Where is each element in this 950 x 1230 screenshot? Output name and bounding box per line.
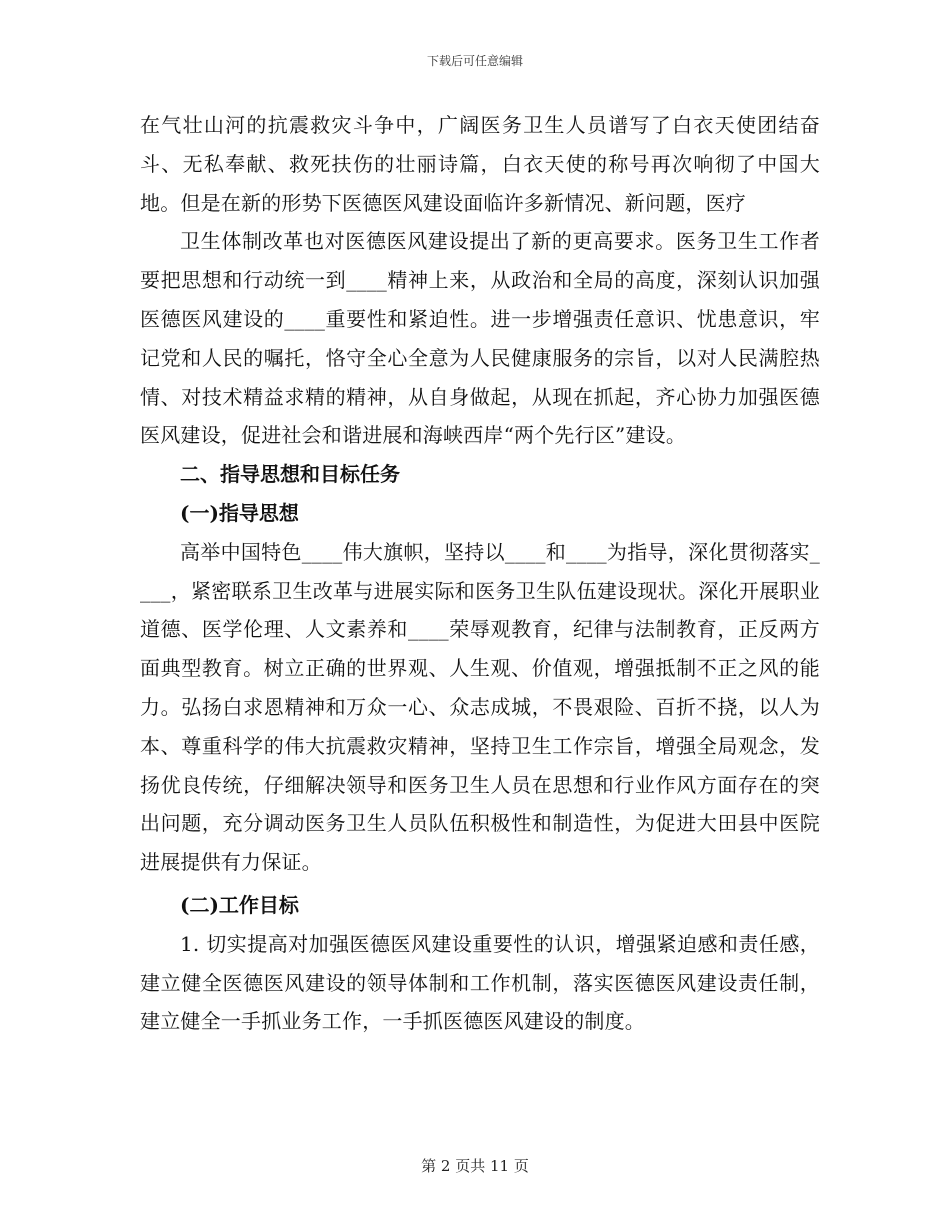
- section-heading-guiding-and-goals: 二、指导思想和目标任务: [180, 462, 400, 487]
- subheading-guiding-thought: (一)指导思想: [180, 500, 299, 525]
- document-body: [140, 106, 820, 1041]
- page-number-footer: 第 2 页共 11 页: [421, 1157, 529, 1175]
- subheading-work-goals: (二)工作目标: [180, 892, 299, 917]
- paragraph-guiding-thought: 高举中国特色____伟大旗帜，坚持以____和____为指导，深化贯彻落实____，紧密联系卫生改革与进展实际和医务卫生队伍建设现状。深化开展职业道德、医学伦理、人文素养和____荣辱观教育，纪律与法制教育，正反两方面典型教育。树立正确的世界观、人生观、价值观，增强抵制不正之风的能力。弘扬白求恩精神和万众一心、众志成城，不畏艰险、百折不挠，以人为本、尊重科学的伟大抗震救灾精神，坚持卫生工作宗旨，增强全局观念，发扬优良传统，仔细解决领导和医务卫生人员在思想和行业作风方面存在的突出问题，充分调动医务卫生人员队伍积极性和制造性，为促进大田县中医院进展提供有力保证。: [140, 539, 820, 875]
- page-header-note: 下载后可任意编辑: [426, 54, 523, 68]
- paragraph-reform: 卫生体制改革也对医德医风建设提出了新的更高要求。医务卫生工作者要把思想和行动统一到____精神上来，从政治和全局的高度，深刻认识加强医德医风建设的____重要性和紧迫性。进一步增强责任意识、忧患意识，牢记党和人民的嘱托，恪守全心全意为人民健康服务的宗旨，以对人民满腔热情、对技术精益求精的精神，从自身做起，从现在抓起，齐心协力加强医德医风建设，促进社会和谐进展和海峡西岸“两个先行区”建设。: [140, 229, 820, 448]
- paragraph-goal-1: 1. 切实提高对加强医德医风建设重要性的认识，增强紧迫感和责任感，建立健全医德医风建设的领导体制和工作机制，落实医德医风建设责任制，建立健全一手抓业务工作，一手抓医德医风建设的制度。: [140, 931, 820, 1034]
- paragraph-intro: 在气壮山河的抗震救灾斗争中，广阔医务卫生人员谱写了白衣天使团结奋斗、无私奉献、救死扶伤的壮丽诗篇，白衣天使的称号再次响彻了中国大地。但是在新的形势下医德医风建设面临许多新情况、新问题，医疗: [140, 113, 820, 215]
